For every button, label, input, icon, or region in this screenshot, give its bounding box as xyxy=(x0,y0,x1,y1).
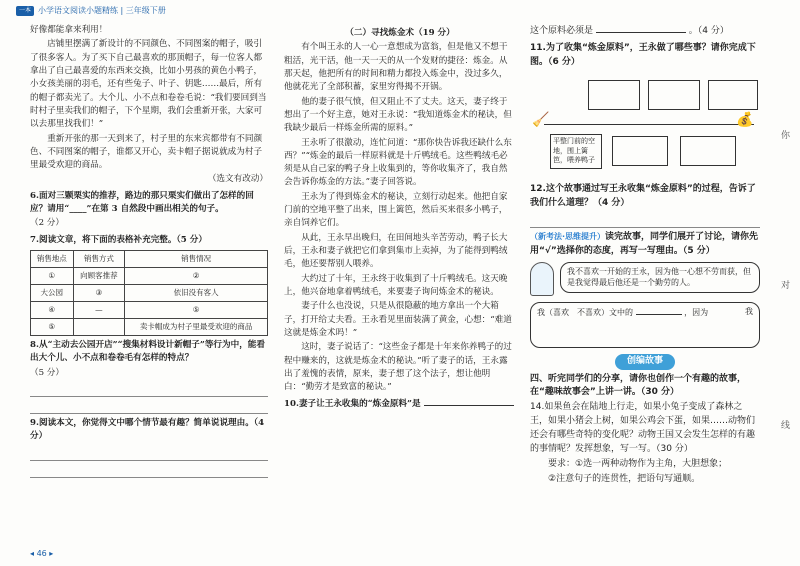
question-10 xyxy=(284,397,516,411)
table-cell: 向顾客推荐 xyxy=(73,268,125,285)
question-11: 11.为了收集“炼金原料”，王永做了哪些事？请你完成下图。（6 分） xyxy=(530,42,756,67)
table-cell: 卖卡帽成为村子里最受欢迎的商品 xyxy=(125,319,268,336)
middle-column xyxy=(284,24,516,413)
table-cell[interactable]: ② xyxy=(125,268,268,285)
table-cell: 大公园 xyxy=(31,285,74,302)
sales-table xyxy=(30,250,268,336)
answer-line[interactable] xyxy=(30,447,268,461)
question-13-text: 读完故事，同学们展开了讨论，请你先用“√”选择你的态度，再写一写理由。（5 分） xyxy=(530,231,759,256)
answer-blank[interactable] xyxy=(424,397,514,406)
question-14: 14.如果鱼会在陆地上行走，如果小兔子变成了森林之王，如果小猪会上树，如果公鸡会下蛋，如果……动物们还会有哪些奇特的变化呢？动物王国又会发生怎样的有趣的事情呢？发挥想象，写一写。（30 分） xyxy=(530,402,756,455)
question-13 xyxy=(530,231,760,259)
table-row xyxy=(31,319,268,336)
answer-blank[interactable] xyxy=(596,24,686,33)
question-10-continued xyxy=(530,24,760,39)
section-title: 创编故事 xyxy=(615,354,675,370)
story-paragraph-3: 重新开张的那一天到来了，村子里的东来宾都带有不同颜色、不同图案的帽子，谁都又开心，卖卡帽子据说就成为村子里最受欢迎的商品。 xyxy=(30,133,263,171)
question-12: 12.这个故事通过写王永收集“炼金原料”的过程，告诉了我们什么道理？（4 分） xyxy=(530,183,756,208)
table-cell: — xyxy=(73,302,125,319)
answer-because: ，因为 xyxy=(684,307,709,317)
coins-icon: 💰 xyxy=(736,111,754,128)
student-speech: 我不喜欢一开始的王永，因为他一心想不劳而获，但是我觉得最后他还是一个勤劳的人。 xyxy=(560,262,760,293)
answer-blank[interactable] xyxy=(636,306,682,315)
speaker-me: 我 xyxy=(745,306,753,316)
answer-box[interactable] xyxy=(680,136,736,166)
margin-label: 你 xyxy=(780,131,790,141)
requirement-2: ②注意句子的连贯性，把语句写通顺。 xyxy=(548,474,701,485)
table-cell[interactable]: ④ xyxy=(31,302,74,319)
requirement-1: 要求：①选一两种动物作为主角，大胆想象； xyxy=(548,459,728,470)
passage-paragraph: 王永为了得到炼金术的秘诀，立刻行动起来。他把自家门前的空地平整了出来，围上篱笆，然后买来很多小鸭子，亲自饲养它们。 xyxy=(284,191,508,229)
answer-line[interactable] xyxy=(30,400,268,414)
question-8-score: （5 分） xyxy=(30,367,64,378)
series-logo: 一本 xyxy=(16,6,34,15)
margin-label: 线 xyxy=(780,421,790,431)
table-header: 销售情况 xyxy=(125,251,268,268)
section-header xyxy=(530,354,760,370)
table-cell[interactable]: ① xyxy=(31,268,74,285)
given-step-note: 平整门前的空地，围上篱笆，喂养鸭子 xyxy=(550,134,602,169)
table-header: 销售地点 xyxy=(31,251,74,268)
answer-line[interactable] xyxy=(30,464,268,478)
part-four-title: 四、听完同学们的分享，请你也创作一个有趣的故事，在“趣味故事会”上讲一讲。（30 分） xyxy=(530,373,747,398)
page-number-value: 46 xyxy=(36,548,47,558)
story-paragraph-2: 店铺里摆满了新设计的不同颜色、不同图案的帽子，吸引了很多客人。为了买下自己最喜欢的那顶帽子，每一位客人都拿出了自己最喜爱的东西来交换，比如小男孩的黄色小鸭子，小女孩美丽的羽毛，还有些兔子、叶子、钥匙……最后，所有的帽子都卖光了。大个儿、小不点和卷卷毛说：“我们要回到当时村子里卖我们的帽子，下个星期，我们会重新开张，大家可以去那里找我们！” xyxy=(30,39,267,130)
broom-icon: 🧹 xyxy=(532,111,550,128)
passage-paragraph: 他的妻子很气愤，但又阻止不了丈夫。这天，妻子终于想出了一个好主意，她对王永说：“我知道炼金术的秘诀，但我缺少最后一样炼金所需的原料。” xyxy=(284,96,512,134)
discussion-row xyxy=(530,262,760,296)
table-row xyxy=(31,285,268,302)
question-7: 7.阅读文章，将下面的表格补充完整。（5 分） xyxy=(30,234,207,245)
passage-paragraph: 妻子什么也没说，只是从很隐蔽的地方拿出一个大箱子，打开给丈夫看。王永看见里面装满了黄金，心想：“难道这就是炼金术吗！” xyxy=(284,301,512,338)
story-line-1: 好像都能拿来利用！ xyxy=(30,25,108,35)
new-question-tag: （新考法·思维提升） xyxy=(530,231,606,241)
left-column xyxy=(30,24,268,481)
question-6-score: （2 分） xyxy=(30,218,64,229)
answer-line[interactable] xyxy=(30,383,268,397)
table-header-row xyxy=(31,251,268,268)
page-number: ◂ 46 ▸ xyxy=(30,548,54,558)
q10-score: 。（4 分） xyxy=(688,26,729,36)
question-6: 6.面对三颗栗实的推荐，路边的那只栗实们做出了怎样的回应？请用“____”在第 3 自然段中画出相关的句子。 xyxy=(30,190,254,215)
answer-box[interactable] xyxy=(648,80,700,110)
answer-box[interactable] xyxy=(612,136,668,166)
table-cell: 依旧没有客人 xyxy=(125,285,268,302)
student-avatar xyxy=(530,262,554,296)
passage-paragraph: 这时，妻子说话了：“这些金子都是十年来你养鸭子的过程中赚来的，这就是炼金术的秘诀。”听了妻子的话，王永露出了羞愧的表情，原来，妻子想了这个法子，想让他明白：“勤劳才是致富的秘诀。” xyxy=(284,342,512,393)
table-cell[interactable] xyxy=(73,319,125,336)
passage-title: （二）寻找炼金术（19 分） xyxy=(345,28,455,38)
passage-paragraph: 大约过了十年，王永终于收集到了十斤鸭绒毛。这天晚上，他兴奋地拿着鸭绒毛，来要妻子询问炼金术的秘诀。 xyxy=(284,273,508,297)
passage-paragraph: 从此，王永早出晚归，在田间地头辛苦劳动，鸭子长大后，王永和妻子就把它们拿到集市上卖掉，为了能得到鸭绒毛，他还要帮别人喂养。 xyxy=(284,232,508,270)
table-cell[interactable]: ⑤ xyxy=(31,319,74,336)
table-row xyxy=(31,268,268,285)
source-note: （选文有改动） xyxy=(207,174,268,185)
answer-box[interactable] xyxy=(588,80,640,110)
book-title: 小学语文阅读小题精练 | 三年级下册 xyxy=(38,5,166,15)
table-cell[interactable]: ⑤ xyxy=(125,302,268,319)
question-9: 9.阅读本文，你觉得文中哪个情节最有趣？简单说说理由。（4 分） xyxy=(30,417,265,442)
passage-paragraph: 王永听了很激动，连忙问道：“那你快告诉我还缺什么东西？”“炼金的最后一样原料就是十斤鸭绒毛。这些鸭绒毛必须是从自己家的鸭子身上收集到的，等你收集齐了，我自然会告诉你炼金的方法。”妻子回答说。 xyxy=(284,137,512,188)
table-row xyxy=(31,302,268,319)
table-header: 销售方式 xyxy=(73,251,125,268)
right-column xyxy=(530,24,760,488)
question-10-text: 10.妻子让王永收集的“炼金原料”是 xyxy=(284,399,421,410)
flow-diagram xyxy=(530,74,760,180)
answer-box[interactable] xyxy=(708,80,758,110)
passage-paragraph: 有个叫王永的人一心一意想成为富翁，但是他又不想干粗活，光干活，他一天一天的从一个发财的捷径：炼金。从那天起，他把所有的时间和精力都投入炼金中，没过多久，他就花光了全部积蓄，家里穷得揭不开锅。 xyxy=(284,42,508,93)
table-cell[interactable]: ③ xyxy=(73,285,125,302)
answer-prefix: 我（喜欢 不喜欢）文中的 xyxy=(537,307,633,317)
answer-line[interactable] xyxy=(530,214,760,228)
page-header xyxy=(16,4,166,18)
timeline-arrow xyxy=(544,124,754,125)
question-8: 8.从“主动去公园开店”“搜集材料设计新帽子”等行为中，能看出大个儿、小不点和卷卷毛有怎样的特点？ xyxy=(30,340,265,364)
q10-cont-text: 这个原料必须是 xyxy=(530,26,594,36)
margin-label: 对 xyxy=(780,281,790,291)
answer-bubble[interactable] xyxy=(530,302,760,348)
